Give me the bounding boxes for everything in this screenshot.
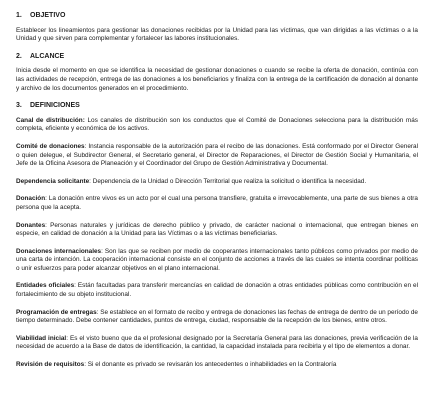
document-body xyxy=(16,12,418,379)
definition-text: : Son las que se reciben por medio de cooperantes internacionales tanto públicos como privados por medio de una carta de intención. La cooperación internacional consiste en el conjunto de acciones a través de las cuales se intenta coordinar políticas o unir esfuerzos para poder alcanzar objetivos en el plano internacional. xyxy=(16,247,418,272)
definition-term: Comité de donaciones xyxy=(16,142,85,150)
definition-donacion xyxy=(16,195,418,212)
section-number: 3. xyxy=(16,102,22,110)
definition-comite-donaciones xyxy=(16,143,418,169)
definition-term: Dependencia solicitante xyxy=(16,177,90,185)
definition-text: : Instancia responsable de la autorización para el recibo de las donaciones. Está conformado por el Director General o quien delegue, el Subdirector General, el Secretario general, el Director de Reparaciones, el Director de Gestión Social y Humanitaria, el Jefe de la Oficina Asesora de Planeación y el Coordinador del Grupo de Gestión Administrativa y Documental. xyxy=(16,142,418,168)
section-title: OBJETIVO xyxy=(30,12,66,19)
definition-text: : La donación entre vivos es un acto por el cual una persona transfiere, gratuita e irrevocablemente, una parte de sus bienes a otra persona que la acepta. xyxy=(16,195,418,211)
section-heading-objetivo xyxy=(16,12,418,21)
definition-term: Canal de distribución: xyxy=(16,116,85,124)
definition-term: Revisión de requisitos xyxy=(16,361,85,369)
definition-donantes xyxy=(16,222,418,239)
definition-text: : Si el donante es privado se revisarán los antecedentes o inhabilidades en la Contraloría xyxy=(84,361,337,369)
section-number: 2. xyxy=(16,52,22,60)
definition-dependencia-solicitante xyxy=(16,178,418,187)
definition-term: Donantes xyxy=(16,221,46,229)
definition-donaciones-internacionales xyxy=(16,248,418,274)
alcance-paragraph: Inicia desde el momento en que se identifica la necesidad de gestionar donaciones o cuando se recibe la oferta de donación, continúa con las actividades de recepción, entrega de las donaciones a los beneficiarios y finaliza con la entrega de la certificación de donación al donante y archivo de los documentos generados en el procedimiento. xyxy=(16,67,418,92)
section-number: 1. xyxy=(16,12,22,19)
definition-term: Entidades oficiales xyxy=(16,282,75,290)
definition-programacion-entregas xyxy=(16,309,418,326)
definition-text: : Es el visto bueno que da el profesional designado por la Secretaría General para las donaciones, previa verificación de la necesidad de acuerdo a la Base de datos de identificación, la cantidad, la capacidad instalada para recibirla y el tipo de elementos a donar. xyxy=(16,334,418,351)
definition-entidades-oficiales xyxy=(16,282,418,299)
section-heading-alcance xyxy=(16,53,418,62)
section-title: DEFINICIONES xyxy=(30,102,80,110)
definition-text: : Personas naturales y jurídicas de derecho público y privado, de carácter nacional o internacional, que entregan bienes en especie, en calidad de donación a la Unidad para las Víctimas o a las víctimas beneficiarias. xyxy=(16,221,418,238)
definition-term: Donación xyxy=(16,195,46,203)
definition-text: : Se establece en el formato de recibo y entrega de donaciones las fechas de entrega de dentro de un período de tiempo determinado. Debe contener cantidades, puntos de entrega, ciudad, responsable de la recepción de los bienes, entre otros. xyxy=(16,308,418,325)
definition-text: Los canales de distribución son los conductos que el Comité de Donaciones selecciona para la distribución más completa, eficiente y económica de los activos. xyxy=(16,116,419,133)
definition-term: Donaciones internacionales xyxy=(16,247,102,255)
definition-term: Programación de entregas xyxy=(16,308,97,316)
definition-viabilidad-inicial xyxy=(16,335,418,352)
definition-text: : Están facultadas para transferir mercancías en calidad de donación a otras entidades públicas como contribución en el fortalecimiento de su objeto institucional. xyxy=(16,282,419,299)
definition-term: Viabilidad inicial xyxy=(16,334,67,342)
objetivo-paragraph: Establecer los lineamientos para gestionar las donaciones recibidas por la Unidad para las víctimas, que van dirigidas a las víctimas o a la Unidad y que sirven para complementar y fortalecer las labores institucionales. xyxy=(16,26,418,43)
definition-revision-requisitos xyxy=(16,361,418,370)
section-title: ALCANCE xyxy=(30,52,65,60)
definition-text: : Dependencia de la Unidad o Dirección Territorial que realiza la solicitud o identifica la necesidad. xyxy=(89,177,367,185)
section-heading-definiciones xyxy=(16,102,418,111)
definition-canal-distribucion xyxy=(16,117,418,134)
